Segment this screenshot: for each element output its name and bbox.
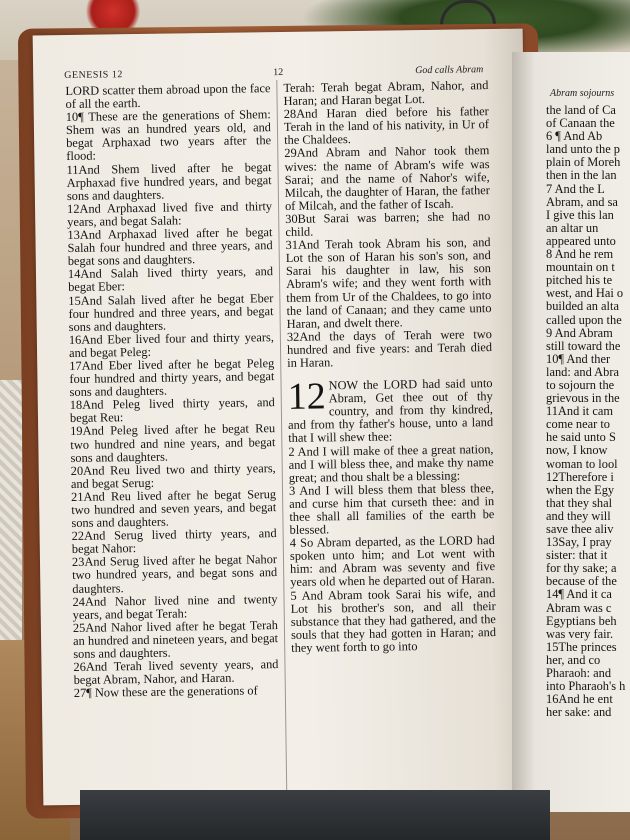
verse: 15And Salah lived after he begat Eber four hundred and three years, and begat sons and daughters. bbox=[68, 290, 274, 334]
left-text-column bbox=[65, 82, 279, 700]
verse: 18And Peleg lived thirty years, and begat Reu: bbox=[69, 395, 275, 426]
verse: 21And Reu lived after he begat Serug two hundred and seven years, and begat sons and daughters. bbox=[70, 487, 277, 531]
text-line: was very fair. bbox=[546, 626, 614, 641]
verse: 32And the days of Terah were two hundred and five years: and Terah died in Haran. bbox=[286, 326, 493, 370]
text-line: when the Egy bbox=[546, 482, 615, 497]
text-line: to sojourn the bbox=[546, 377, 615, 392]
right-running-head: Abram sojourns bbox=[550, 88, 615, 99]
verse: 5 And Abram took Sarai his wife, and Lot his brother's son, and all their substance that they had gathered, and the souls that they had gotten in Haran; and they went forth to go into bbox=[290, 585, 497, 655]
text-line: pitched his te bbox=[546, 273, 613, 288]
text-line: her, and co bbox=[546, 652, 601, 667]
verse: 29And Abram and Nahor took them wives: the name of Abram's wife was Sarai; and the name of Nahor's wife, Milcah, the daughter of Haran, the father of Milcah, and the father of Iscah. bbox=[284, 143, 490, 213]
verse: 11And Shem lived after he begat Arphaxad five hundred years, and begat sons and daughters. bbox=[66, 159, 272, 203]
text-line: 15The princes bbox=[546, 639, 617, 654]
verse: 14And Salah lived thirty years, and begat Eber: bbox=[67, 264, 274, 295]
page-number: 12 bbox=[273, 66, 284, 79]
verse: 17And Eber lived after he begat Peleg four hundred and thirty years, and begat sons and daughters. bbox=[69, 356, 275, 400]
text-line: 9 And Abram bbox=[546, 325, 613, 340]
text-line: because of the bbox=[546, 574, 617, 589]
text-line: 13Say, I pray bbox=[546, 535, 612, 550]
text-line: 7 And the L bbox=[546, 181, 605, 196]
text-line: 14¶ And it ca bbox=[546, 587, 612, 602]
text-line: called upon the bbox=[546, 312, 622, 327]
verse: 10¶ These are the generations of Shem: Shem was an hundred years old, and begat Arphaxad two years after the flood: bbox=[65, 107, 272, 164]
text-line: west, and Hai o bbox=[546, 286, 624, 301]
verse: 19And Peleg lived after he begat Reu two hundred and nine years, and begat sons and daughters. bbox=[70, 421, 276, 465]
text-line: and they will bbox=[546, 508, 611, 523]
running-head: GENESIS 12 bbox=[64, 69, 123, 82]
verse: LORD scatter them abroad upon the face of all the earth. bbox=[65, 81, 271, 112]
right-page-column bbox=[546, 92, 630, 719]
verse: Terah: Terah begat Abram, Nahor, and Haran; and Haran begat Lot. bbox=[283, 78, 489, 109]
text-line: come near to bbox=[546, 417, 610, 432]
text-line: I give this lan bbox=[546, 207, 614, 222]
red-flower bbox=[78, 0, 148, 28]
chapter-opening bbox=[287, 377, 493, 445]
text-line: 12Therefore i bbox=[546, 469, 614, 484]
text-line: he said unto S bbox=[546, 430, 616, 445]
text-line: Pharaoh: and bbox=[546, 666, 612, 681]
text-line: then in the lan bbox=[546, 168, 617, 183]
verse: 31And Terah took Abram his son, and Lot the son of Haran his son's son, and Sarai his daughter in law, his son Abram's wife; and they went forth with them from Ur of the Chaldees, to go into the land of Canaan; and they came unto Haran, and dwelt there. bbox=[285, 235, 492, 331]
verse: 23And Serug lived after he begat Nahor two hundred years, and begat sons and daughters. bbox=[71, 552, 278, 596]
chapter-number: 12 bbox=[287, 375, 327, 418]
verse: 25And Nahor lived after he begat Terah an hundred and nineteen years, and begat sons and daughters. bbox=[72, 617, 279, 661]
bible-right-page bbox=[512, 52, 630, 812]
verse: 3 And I will bless them that bless thee, and curse him that curseth thee: and in thee shall all families of the earth be blessed. bbox=[288, 480, 495, 538]
text-line: 6 ¶ And Ab bbox=[546, 129, 603, 144]
text-line: plain of Moreh bbox=[546, 155, 621, 170]
text-line: of Canaan the bbox=[546, 116, 615, 131]
text-line: mountain on t bbox=[546, 260, 615, 275]
text-line: builded an alta bbox=[546, 299, 619, 314]
text-line: that they shal bbox=[546, 495, 613, 510]
verse: 16And Eber lived four and thirty years, and begat Peleg: bbox=[68, 329, 274, 360]
verse: 24And Nahor lived nine and twenty years, and begat Terah: bbox=[72, 591, 278, 622]
verse: 20And Reu lived two and thirty years, and begat Serug: bbox=[70, 460, 276, 491]
text-line: Abram was c bbox=[546, 600, 612, 615]
text-line: now, I know bbox=[546, 443, 608, 458]
text-line: into Pharaoh's h bbox=[546, 679, 626, 694]
lace-doily bbox=[0, 380, 22, 640]
verse: 4 So Abram departed, as the LORD had spoken unto him; and Lot went with him: and Abram was seventy and five years old when he departed out of Haran. bbox=[289, 533, 496, 590]
table-shadow bbox=[80, 790, 550, 840]
text-line: for thy sake; a bbox=[546, 561, 617, 576]
verse: 12And Arphaxad lived five and thirty years, and begat Salah: bbox=[66, 198, 273, 229]
text-line: still toward the bbox=[546, 338, 621, 353]
text-line: sister: that it bbox=[546, 548, 608, 563]
text-line: land: and Abra bbox=[546, 364, 619, 379]
verse: 27¶ Now these are the generations of bbox=[73, 683, 258, 701]
right-text-column bbox=[283, 79, 496, 655]
text-line: Abram, and sa bbox=[546, 194, 618, 209]
text-line: appeared unto bbox=[546, 233, 616, 248]
verse: 2 And I will make of thee a great nation, and I will bless thee, and make thy name great; and thou shalt be a blessing: bbox=[288, 441, 494, 485]
verse: 28And Haran died before his father Terah in the land of his nativity, in Ur of the Chaldees. bbox=[283, 104, 490, 148]
text-line: an altar un bbox=[546, 220, 599, 235]
text-line: 16And he ent bbox=[546, 692, 613, 707]
text-line: save thee aliv bbox=[546, 522, 614, 536]
text-line: 11And it cam bbox=[546, 404, 613, 419]
verse: 26And Terah lived seventy years, and begat Abram, Nahor, and Haran. bbox=[73, 657, 279, 688]
section-heading: God calls Abram bbox=[415, 64, 484, 77]
text-line: 10¶ And ther bbox=[546, 351, 611, 366]
chapter-first-verse: NOW the LORD had said unto Abram, Get thee out of thy country, and from thy kindred, and from thy father's house, unto a land that I will shew thee: bbox=[288, 376, 494, 446]
verse: 13And Arphaxad lived after he begat Salah four hundred and three years, and begat sons and daughters. bbox=[67, 225, 273, 269]
text-line: grievous in the bbox=[546, 391, 620, 406]
verse: 22And Serug lived thirty years, and begat Nahor: bbox=[71, 526, 277, 557]
bible-left-page bbox=[33, 29, 534, 806]
text-line: the land of Ca bbox=[546, 103, 616, 117]
text-line: her sake: and bbox=[546, 705, 612, 720]
text-line: land unto the p bbox=[546, 142, 620, 157]
text-line: Egyptians beh bbox=[546, 613, 617, 628]
text-line: woman to lool bbox=[546, 456, 618, 471]
verse: 30But Sarai was barren; she had no child. bbox=[285, 209, 491, 239]
text-line: 8 And he rem bbox=[546, 247, 614, 262]
